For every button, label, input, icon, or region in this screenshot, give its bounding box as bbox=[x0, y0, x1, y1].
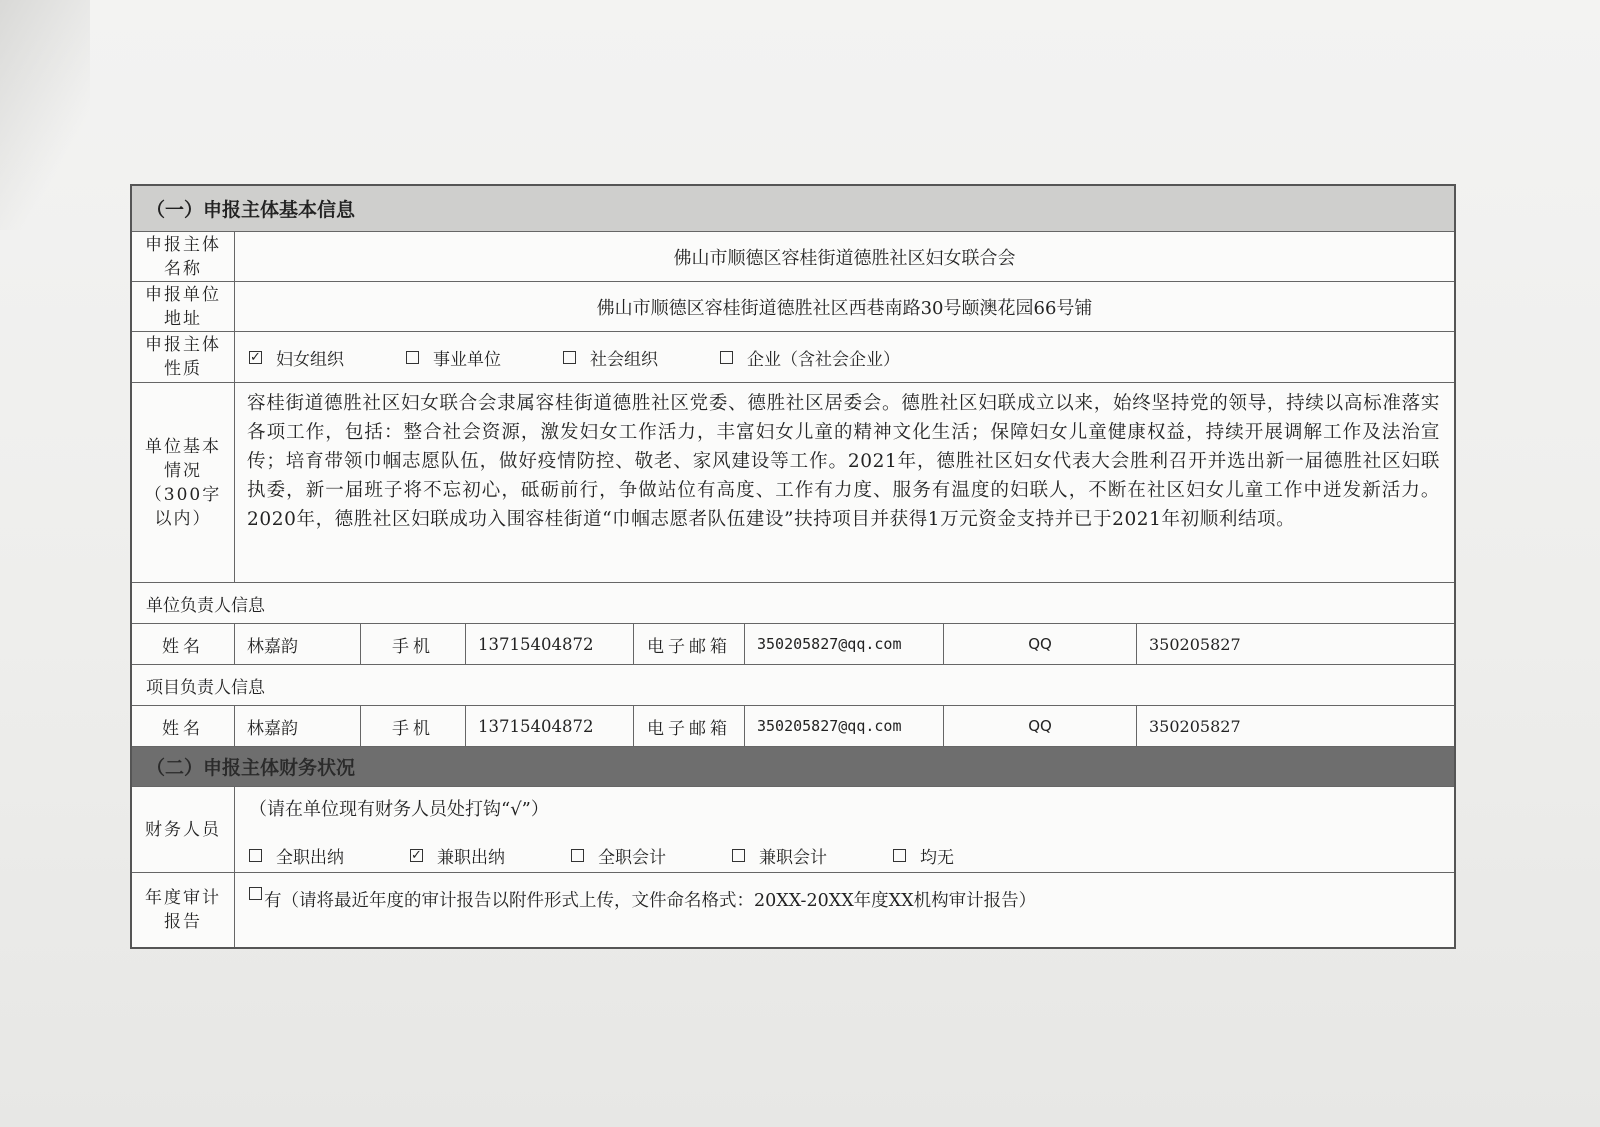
checkbox-checked-icon[interactable]: ✓ bbox=[411, 848, 422, 863]
org-name-row bbox=[132, 232, 1454, 282]
org-address-label: 申报单位地址 bbox=[132, 282, 235, 331]
qq-label: QQ bbox=[944, 706, 1137, 746]
org-type-option-enterprise[interactable] bbox=[720, 345, 900, 370]
org-type-option-public-institution[interactable] bbox=[406, 345, 501, 370]
checkbox-icon[interactable] bbox=[249, 887, 262, 900]
checkbox-icon[interactable] bbox=[571, 849, 584, 862]
option-label: 均无 bbox=[920, 848, 954, 868]
phone-value: 13715404872 bbox=[466, 706, 634, 746]
option-label: 企业（含社会企业） bbox=[747, 349, 900, 370]
unit-head-subheader bbox=[132, 583, 1454, 624]
project-head-title: 项目负责人信息 bbox=[146, 677, 265, 698]
email-label: 电子邮箱 bbox=[634, 706, 745, 746]
finance-option-fulltime-accountant[interactable] bbox=[571, 843, 666, 868]
annual-audit-row bbox=[132, 873, 1454, 947]
annual-audit-label: 年度审计报告 bbox=[132, 873, 235, 947]
org-type-option-social-org[interactable] bbox=[563, 345, 658, 370]
org-name-value: 佛山市顺德区容桂街道德胜社区妇女联合会 bbox=[673, 247, 1016, 269]
phone-value: 13715404872 bbox=[466, 624, 634, 664]
org-basic-info-text: 容桂街道德胜社区妇女联合会隶属容桂街道德胜社区党委、德胜社区居委会。德胜社区妇联成立以来，始终坚持党的领导，持续以高标准落实各项工作，包括：整合社会资源，激发妇女工作活力，丰富妇女儿童的精神文化生活；保障妇女儿童健康权益，持续开展调解工作及法治宣传；培育带领巾帼志愿队伍，做好疫情防控、敬老、家风建设等工作。2021年，德胜社区妇女代表大会胜利召开并选出新一届德胜社区妇联执委，新一届班子将不忘初心，砥砺前行，争做站位有高度、工作有力度、服务有温度的妇联人，不断在社区妇女儿童工作中迸发新活力。 2020年，德胜社区妇联成功入围容桂街道“巾帼志愿者队伍建设”扶持项目并获得1万元资金支持并已于2021年初顺利结项。 bbox=[247, 393, 1440, 530]
finance-option-parttime-accountant[interactable] bbox=[732, 843, 827, 868]
checkbox-icon[interactable] bbox=[406, 351, 419, 364]
org-type-label: 申报主体性质 bbox=[132, 332, 235, 382]
section-1-title: （一）申报主体基本信息 bbox=[146, 199, 356, 221]
email-value: 350205827@qq.com bbox=[745, 624, 944, 664]
unit-head-title: 单位负责人信息 bbox=[146, 595, 265, 616]
annual-audit-value bbox=[235, 873, 1454, 947]
org-type-row bbox=[132, 332, 1454, 383]
org-name-label: 申报主体名称 bbox=[132, 232, 235, 281]
finance-option-fulltime-cashier[interactable] bbox=[249, 843, 344, 868]
qq-value: 350205827 bbox=[1149, 716, 1241, 736]
section-1-header bbox=[132, 186, 1454, 232]
qq-value: 350205827 bbox=[1149, 634, 1241, 654]
audit-hint: （请将最近年度的审计报告以附件形式上传，文件命名格式：20XX-20XX年度XX机构审计报告） bbox=[281, 891, 1037, 911]
finance-staff-options bbox=[249, 843, 1020, 868]
org-type-option-women[interactable] bbox=[249, 345, 344, 370]
option-label: 兼职会计 bbox=[759, 848, 827, 868]
org-basic-info-value bbox=[235, 383, 1454, 582]
section-2-title: （二）申报主体财务状况 bbox=[146, 757, 356, 779]
checkbox-checked-icon[interactable]: ✓ bbox=[250, 349, 261, 365]
finance-option-parttime-cashier[interactable] bbox=[410, 843, 505, 868]
application-form bbox=[130, 184, 1456, 949]
section-2-header bbox=[132, 747, 1454, 787]
finance-option-none[interactable] bbox=[893, 843, 954, 868]
name-value: 林嘉韵 bbox=[235, 624, 361, 664]
email-label: 电子邮箱 bbox=[634, 624, 745, 664]
paper-edge-shadow bbox=[0, 0, 90, 230]
option-label: 妇女组织 bbox=[276, 349, 344, 370]
option-label: 兼职出纳 bbox=[437, 848, 505, 868]
org-type-options bbox=[235, 332, 1454, 382]
finance-staff-label: 财务人员 bbox=[132, 787, 235, 872]
finance-staff-value bbox=[235, 787, 1454, 872]
name-label: 姓名 bbox=[132, 706, 235, 746]
checkbox-icon[interactable] bbox=[249, 849, 262, 862]
name-label: 姓名 bbox=[132, 624, 235, 664]
name-value: 林嘉韵 bbox=[235, 706, 361, 746]
org-address-row bbox=[132, 282, 1454, 332]
phone-label: 手机 bbox=[361, 624, 466, 664]
option-label: 事业单位 bbox=[433, 349, 501, 370]
org-basic-info-label: 单位基本情况（300字以内） bbox=[132, 383, 235, 582]
option-label: 全职出纳 bbox=[276, 848, 344, 868]
org-basic-info-row bbox=[132, 383, 1454, 583]
checkbox-icon[interactable] bbox=[732, 849, 745, 862]
qq-label: QQ bbox=[944, 624, 1137, 664]
checkbox-icon[interactable] bbox=[720, 351, 733, 364]
option-label: 全职会计 bbox=[598, 848, 666, 868]
email-value: 350205827@qq.com bbox=[745, 706, 944, 746]
option-label: 社会组织 bbox=[590, 349, 658, 370]
finance-staff-row bbox=[132, 787, 1454, 873]
finance-staff-hint: （请在单位现有财务人员处打钩“√”） bbox=[249, 799, 549, 820]
unit-head-contact-row bbox=[132, 624, 1454, 665]
project-head-subheader bbox=[132, 665, 1454, 706]
project-head-contact-row bbox=[132, 706, 1454, 747]
audit-option-label: 有 bbox=[264, 891, 282, 911]
checkbox-icon[interactable] bbox=[893, 849, 906, 862]
checkbox-icon[interactable] bbox=[563, 351, 576, 364]
org-address-value: 佛山市顺德区容桂街道德胜社区西巷南路30号颐澳花园66号铺 bbox=[596, 297, 1093, 319]
phone-label: 手机 bbox=[361, 706, 466, 746]
